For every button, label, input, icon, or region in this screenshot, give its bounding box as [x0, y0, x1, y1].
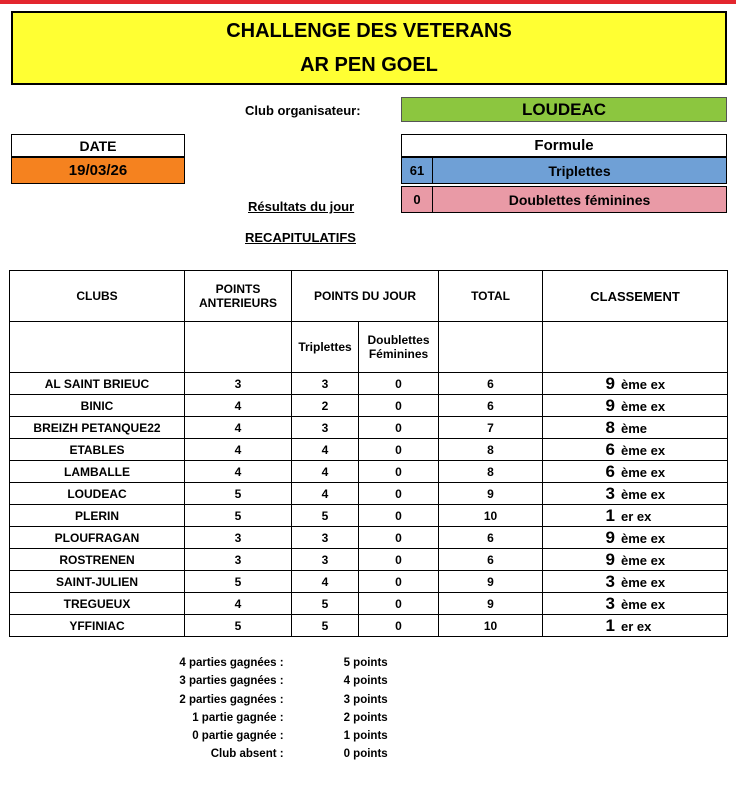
points-triplettes: 4: [292, 571, 359, 593]
formule-name: Doublettes féminines: [508, 192, 651, 208]
rank-number: 9: [605, 395, 616, 415]
legend-points: 5 points: [343, 657, 388, 669]
table-row: [10, 571, 728, 593]
table-row: [10, 593, 728, 615]
points-anterieurs: 4: [185, 439, 292, 461]
rank-number: 6: [605, 461, 616, 481]
formule-row-doublettes: [401, 186, 727, 213]
formule-name: Triplettes: [548, 163, 611, 179]
rank-number: 3: [605, 571, 616, 591]
rank-suffix: ème ex: [621, 442, 666, 458]
table-row: [10, 461, 728, 483]
legend-row: [130, 694, 430, 712]
formule-row-triplettes: [401, 157, 727, 184]
points-anterieurs: 4: [185, 461, 292, 483]
legend-label: 1 partie gagnée :: [192, 711, 284, 724]
points-triplettes: 5: [292, 593, 359, 615]
col-header-classement: CLASSEMENT: [543, 271, 728, 322]
legend-label: 4 parties gagnées :: [179, 657, 284, 669]
total: 8: [439, 439, 543, 461]
legend-row: [130, 730, 430, 748]
points-doublettes: 0: [359, 483, 439, 505]
points-anterieurs: 5: [185, 483, 292, 505]
subheader-empty: [185, 322, 292, 373]
total: 8: [439, 461, 543, 483]
club-name: BINIC: [10, 395, 185, 417]
club-name: SAINT-JULIEN: [10, 571, 185, 593]
rank-suffix: ème ex: [621, 596, 666, 612]
classement: [543, 483, 728, 505]
points-anterieurs: 4: [185, 593, 292, 615]
rank-number: 9: [605, 527, 616, 547]
total: 6: [439, 373, 543, 395]
classement: [543, 505, 728, 527]
total: 10: [439, 615, 543, 637]
classement: [543, 615, 728, 637]
date-value: 19/03/26: [11, 157, 185, 184]
results-table: [9, 270, 728, 637]
club-name: AL SAINT BRIEUC: [10, 373, 185, 395]
rank-number: 1: [605, 615, 616, 635]
rank-number: 1: [605, 505, 616, 525]
points-doublettes: 0: [359, 461, 439, 483]
rank-number: 9: [605, 373, 616, 393]
points-anterieurs: 5: [185, 571, 292, 593]
table-row: [10, 417, 728, 439]
subheader-empty: [543, 322, 728, 373]
points-doublettes: 0: [359, 549, 439, 571]
points-doublettes: 0: [359, 373, 439, 395]
table-row: [10, 615, 728, 637]
classement: [543, 395, 728, 417]
legend-points: 0 points: [343, 748, 388, 761]
rank-suffix: ème ex: [621, 398, 666, 414]
total: 6: [439, 395, 543, 417]
points-anterieurs: 4: [185, 417, 292, 439]
rank-suffix: ème ex: [621, 486, 666, 502]
points-anterieurs: 5: [185, 615, 292, 637]
club-name: BREIZH PETANQUE22: [10, 417, 185, 439]
rank-suffix: ème ex: [621, 464, 666, 480]
total: 6: [439, 549, 543, 571]
points-anterieurs: 4: [185, 395, 292, 417]
title-line-1: CHALLENGE DES VETERANS: [226, 20, 512, 42]
rank-number: 3: [605, 593, 616, 613]
classement: [543, 461, 728, 483]
club-name: LAMBALLE: [10, 461, 185, 483]
table-row: [10, 483, 728, 505]
rank-number: 3: [605, 483, 616, 503]
rank-suffix: ème ex: [621, 574, 666, 590]
title-banner: [11, 11, 727, 85]
club-name: PLOUFRAGAN: [10, 527, 185, 549]
date-label: DATE: [11, 134, 185, 157]
col-header-points-du-jour: POINTS DU JOUR: [292, 271, 439, 322]
title-line-2: AR PEN GOEL: [300, 54, 438, 76]
club-name: TREGUEUX: [10, 593, 185, 615]
points-triplettes: 3: [292, 417, 359, 439]
table-row: [10, 373, 728, 395]
top-border: [0, 0, 736, 4]
legend-row: [130, 712, 430, 730]
legend-points: 4 points: [343, 675, 388, 688]
points-doublettes: 0: [359, 417, 439, 439]
points-doublettes: 0: [359, 439, 439, 461]
rank-suffix: ème ex: [621, 376, 666, 392]
legend-points: 1 points: [343, 730, 388, 743]
subheader-empty: [10, 322, 185, 373]
legend-row: [130, 748, 430, 766]
points-triplettes: 5: [292, 615, 359, 637]
points-triplettes: 4: [292, 439, 359, 461]
legend-row: [130, 675, 430, 693]
total: 9: [439, 593, 543, 615]
recap-link[interactable]: RECAPITULATIFS: [245, 230, 356, 245]
points-triplettes: 2: [292, 395, 359, 417]
points-anterieurs: 3: [185, 373, 292, 395]
legend-label: 3 parties gagnées :: [179, 675, 284, 688]
rank-suffix: ème ex: [621, 552, 666, 568]
table-row: [10, 395, 728, 417]
legend-label: 0 partie gagnée :: [192, 730, 284, 743]
classement: [543, 417, 728, 439]
legend-points: 3 points: [343, 693, 388, 706]
classement: [543, 527, 728, 549]
total: 9: [439, 571, 543, 593]
points-doublettes: 0: [359, 395, 439, 417]
total: 10: [439, 505, 543, 527]
total: 7: [439, 417, 543, 439]
col-header-clubs: CLUBS: [10, 271, 185, 322]
formule-count: 61: [402, 158, 433, 183]
table-row: [10, 527, 728, 549]
points-anterieurs: 3: [185, 549, 292, 571]
rank-number: 9: [605, 549, 616, 569]
legend-row: [130, 657, 430, 675]
formule-label: Formule: [401, 134, 727, 157]
points-triplettes: 4: [292, 483, 359, 505]
points-doublettes: 0: [359, 527, 439, 549]
legend-label: 2 parties gagnées :: [179, 693, 284, 706]
points-triplettes: 3: [292, 527, 359, 549]
legend-points: 2 points: [343, 711, 388, 724]
legend-label: Club absent :: [210, 748, 284, 761]
formule-count: 0: [402, 187, 433, 212]
rank-number: 8: [605, 417, 616, 437]
points-anterieurs: 5: [185, 505, 292, 527]
rank-suffix: ème: [621, 420, 648, 436]
table-row: [10, 439, 728, 461]
club-name: LOUDEAC: [10, 483, 185, 505]
col-header-total: TOTAL: [439, 271, 543, 322]
classement: [543, 571, 728, 593]
table-row: [10, 505, 728, 527]
col-header-doublettes: Doublettes Féminines: [359, 322, 439, 373]
organizer-value: LOUDEAC: [401, 97, 727, 122]
total: 9: [439, 483, 543, 505]
points-triplettes: 4: [292, 461, 359, 483]
points-legend: [130, 657, 430, 767]
club-name: PLERIN: [10, 505, 185, 527]
points-triplettes: 3: [292, 373, 359, 395]
club-name: YFFINIAC: [10, 615, 185, 637]
points-doublettes: 0: [359, 571, 439, 593]
col-header-triplettes: Triplettes: [292, 322, 359, 373]
subheader-empty: [439, 322, 543, 373]
points-anterieurs: 3: [185, 527, 292, 549]
rank-number: 6: [605, 439, 616, 459]
points-triplettes: 3: [292, 549, 359, 571]
rank-suffix: er ex: [621, 508, 652, 524]
classement: [543, 439, 728, 461]
points-doublettes: 0: [359, 615, 439, 637]
col-header-points-anterieurs: POINTS ANTERIEURS: [185, 271, 292, 322]
club-name: ROSTRENEN: [10, 549, 185, 571]
organizer-label: Club organisateur:: [245, 103, 361, 118]
points-doublettes: 0: [359, 593, 439, 615]
results-link[interactable]: Résultats du jour: [248, 199, 355, 214]
classement: [543, 593, 728, 615]
rank-suffix: er ex: [621, 618, 652, 634]
total: 6: [439, 527, 543, 549]
rank-suffix: ème ex: [621, 530, 666, 546]
table-row: [10, 549, 728, 571]
classement: [543, 549, 728, 571]
classement: [543, 373, 728, 395]
points-triplettes: 5: [292, 505, 359, 527]
points-doublettes: 0: [359, 505, 439, 527]
club-name: ETABLES: [10, 439, 185, 461]
